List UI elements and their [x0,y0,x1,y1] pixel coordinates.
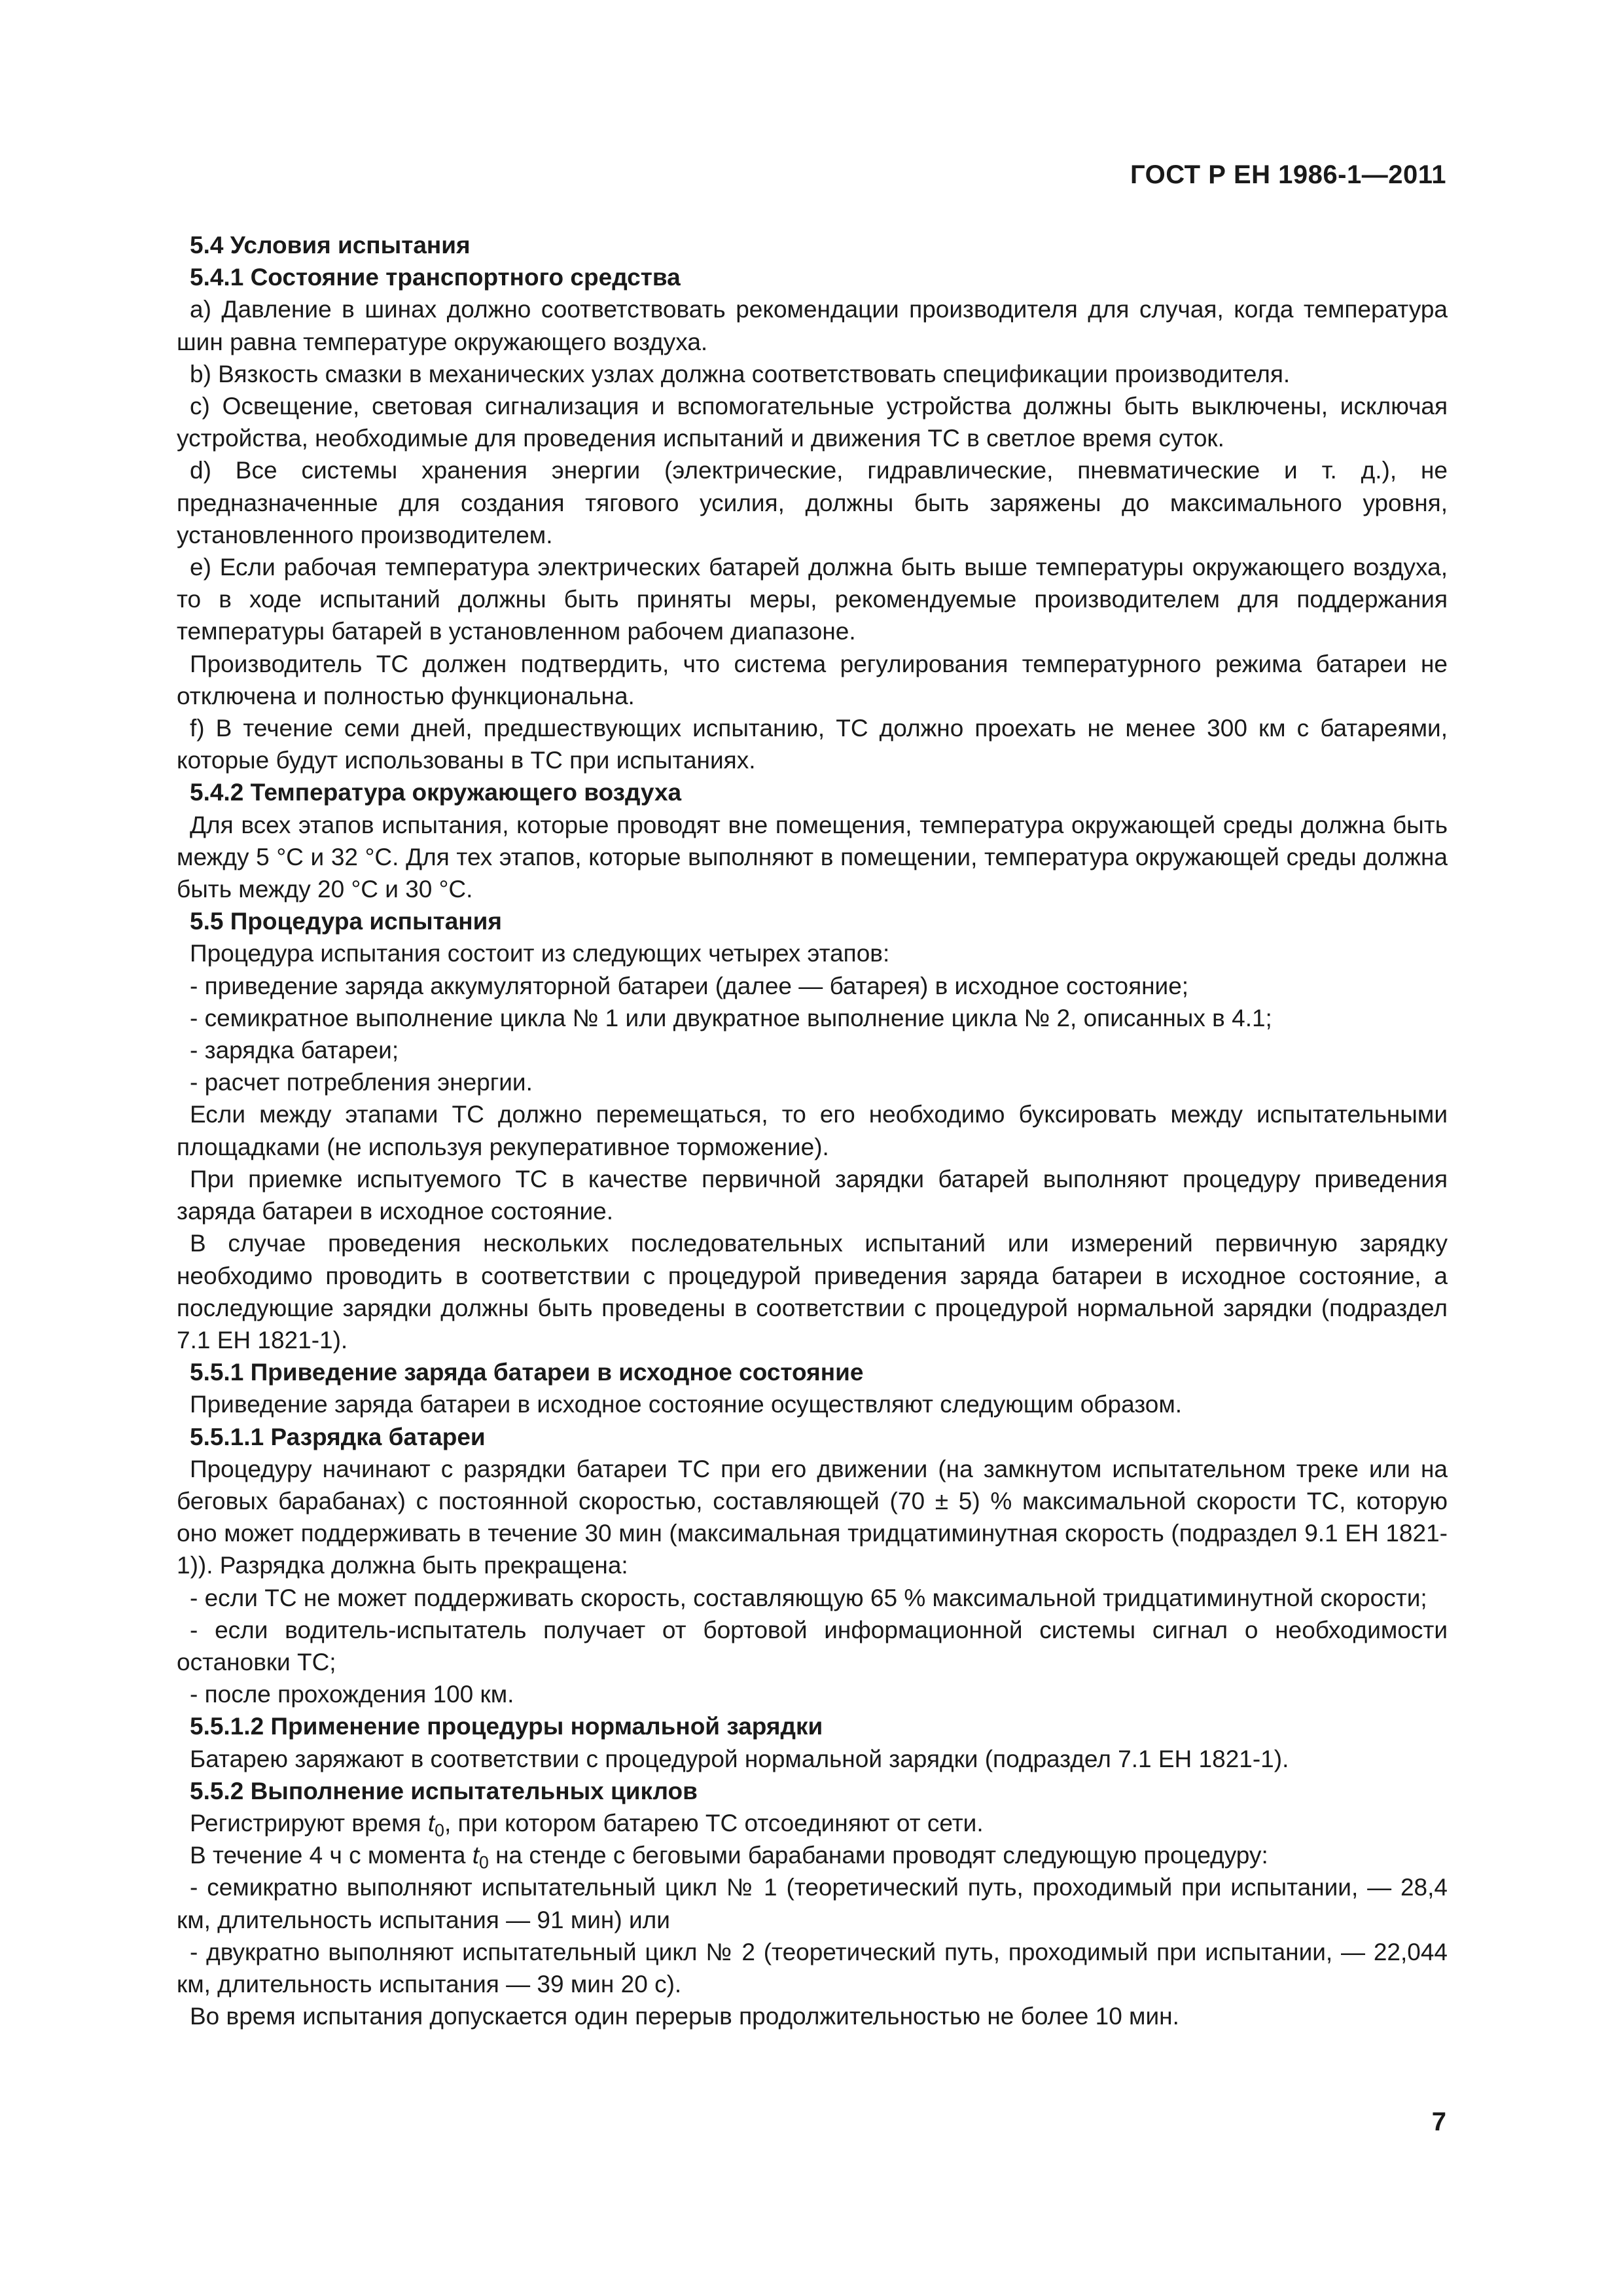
paragraph-multiple-tests: В случае проведения нескольких последовательных испытаний или измерений первичную зарядку необходимо проводить в соответствии с процедурой приведения заряда батареи в исходное состояние, а последующие зарядки должны быть проведены в соответствии с процедурой нормальной зарядки (подраздел 7.1 ЕН 1821-1). [177,1230,1448,1354]
paragraph-break: Во время испытания допускается один перерыв продолжительностью не более 10 мин. [190,2003,1179,2030]
paragraph-normal-charge: Батарею заряжают в соответствии с процедурой нормальной зарядки (подраздел 7.1 ЕН 1821-1). [190,1745,1289,1772]
list-item-cycle-1: - семикратно выполняют испытательный цикл № 1 (теоретический путь, проходимый при испытании, — 28,4 км, длительность испытания — 91 мин) или [177,1874,1448,1933]
paragraph-a: а) Давление в шинах должно соответствовать рекомендации производителя для случая, когда температура шин равна температуре окружающего воздуха. [177,296,1448,355]
list-item-cycle-2: - двукратно выполняют испытательный цикл № 2 (теоретический путь, проходимый при испытании, — 22,044 км, длительность испытания — 39 мин 20 с). [177,1938,1448,1998]
page-number: 7 [1431,2108,1446,2136]
paragraph-acceptance: При приемке испытуемого ТС в качестве первичной зарядки батарей выполняют процедуру приведения заряда батареи в исходное состояние. [177,1165,1448,1225]
heading-5-5-1-2: 5.5.1.2 Применение процедуры нормальной зарядки [190,1713,823,1740]
variable-t: t [472,1842,479,1869]
heading-5-5-1-1: 5.5.1.1 Разрядка батареи [190,1423,486,1450]
subscript-zero: 0 [435,1820,444,1840]
heading-5-5-1: 5.5.1 Приведение заряда батареи в исходное состояние [190,1359,864,1386]
text-fragment: , при котором батарею ТС отсоединяют от сети. [444,1809,984,1837]
heading-5-4-2: 5.4.2 Температура окружающего воздуха [190,779,682,806]
list-item-discharge-1: - если ТС не может поддерживать скорость, составляющую 65 % максимальной тридцатиминутной скорости; [190,1584,1427,1611]
variable-t: t [427,1809,435,1837]
paragraph-discharge: Процедуру начинают с разрядки батареи ТС при его движении (на замкнутом испытательном треке или на беговых барабанах) с постоянной скоростью, составляющей (70 ± 5) % максимальной скорости ТС, которую оно может поддерживать в течение 30 мин (максимальная тридцатиминутная скорость (подраздел 9.1 ЕН 1821-1)). Разрядка должна быть прекращена: [177,1455,1448,1579]
paragraph-towing: Если между этапами ТС должно перемещаться, то его необходимо буксировать между испытательными площадками (не используя рекуперативное торможение). [177,1101,1448,1160]
paragraph-d: d) Все системы хранения энергии (электрические, гидравлические, пневматические и т. д.), не предназначенные для создания тягового усилия, должны быть заряжены до максимального уровня, установленного производителем. [177,457,1448,548]
heading-5-5-2: 5.5.2 Выполнение испытательных циклов [190,1777,698,1804]
list-item-stage-1: - приведение заряда аккумуляторной батареи (далее — батарея) в исходное состояние; [190,972,1189,999]
paragraph-e2: Производитель ТС должен подтвердить, что система регулирования температурного режима батареи не отключена и полностью функциональна. [177,650,1448,709]
heading-5-4: 5.4 Условия испытания [190,232,471,259]
list-item-stage-4: - расчет потребления энергии. [190,1069,533,1096]
paragraph-4-hours [177,1839,1448,1871]
text-fragment: Регистрируют время [190,1809,428,1837]
paragraph-b: b) Вязкость смазки в механических узлах должна соответствовать спецификации производителя. [190,360,1291,387]
list-item-discharge-3: - после прохождения 100 км. [190,1681,514,1708]
paragraph-c: с) Освещение, световая сигнализация и вспомогательные устройства должны быть выключены, исключая устройства, необходимые для проведения испытаний и движения ТС в светлое время суток. [177,393,1448,452]
paragraph-procedure: Процедура испытания состоит из следующих четырех этапов: [190,940,890,967]
document-code: ГОСТ Р ЕН 1986-1—2011 [1130,160,1446,189]
list-item-stage-3: - зарядка батареи; [190,1037,399,1064]
text-fragment: на стенде с беговыми барабанами проводят следующую процедуру: [488,1842,1268,1869]
paragraph-temperature: Для всех этапов испытания, которые проводят вне помещения, температура окружающей среды должна быть между 5 °С и 32 °С. Для тех этапов, которые выполняют в помещении, температура окружающей среды должна быть между 20 °С и 30 °С. [177,811,1448,903]
paragraph-initial-state: Приведение заряда батареи в исходное состояние осуществляют следующим образом. [190,1391,1183,1418]
page-body [177,229,1448,2032]
heading-5-4-1: 5.4.1 Состояние транспортного средства [190,264,681,291]
list-item-discharge-2: - если водитель-испытатель получает от бортовой информационной системы сигнал о необходимости остановки ТС; [177,1616,1448,1676]
subscript-zero: 0 [478,1852,489,1873]
text-fragment: В течение 4 ч с момента [190,1842,473,1869]
list-item-stage-2: - семикратное выполнение цикла № 1 или двукратное выполнение цикла № 2, описанных в 4.1; [190,1004,1272,1031]
heading-5-5: 5.5 Процедура испытания [190,908,502,935]
paragraph-t0-register [177,1807,1448,1839]
paragraph-f: f) В течение семи дней, предшествующих испытанию, ТС должно проехать не менее 300 км с батареями, которые будут использованы в ТС при испытаниях. [177,715,1448,774]
paragraph-e: е) Если рабочая температура электрических батарей должна быть выше температуры окружающего воздуха, то в ходе испытаний должны быть приняты меры, рекомендуемые производителем для поддержания температуры батарей в установленном рабочем диапазоне. [177,554,1448,645]
